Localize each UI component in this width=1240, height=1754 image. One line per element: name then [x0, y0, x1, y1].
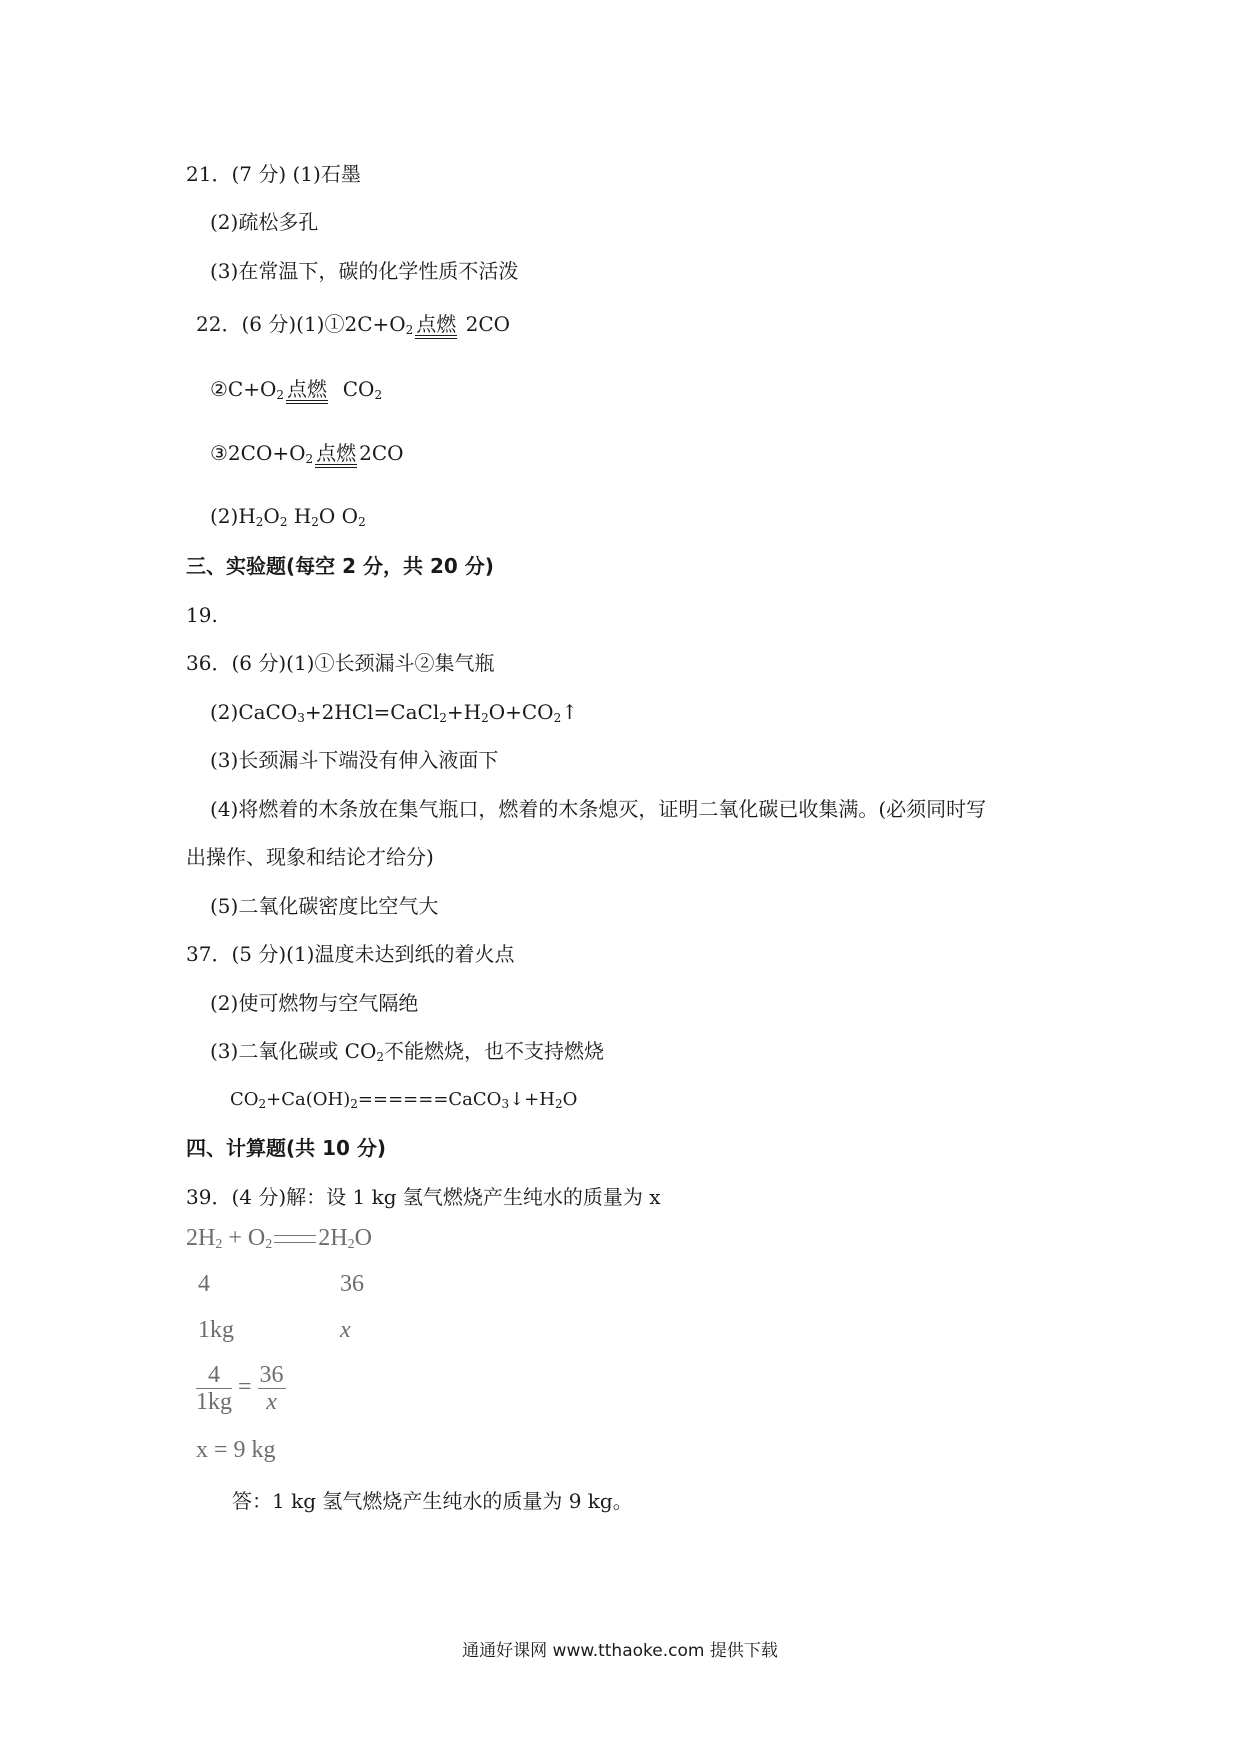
subscript: 3	[297, 711, 305, 725]
q39-mass-h2o: 36	[340, 1271, 364, 1297]
fraction-left	[196, 1362, 232, 1415]
q22-reaction3-reactants: ③2CO+O	[210, 441, 306, 465]
text: O	[562, 1089, 578, 1110]
subscript: 2	[374, 388, 383, 402]
q36-part5: (5)二氧化碳密度比空气大	[210, 894, 439, 918]
subscript: 2	[311, 515, 319, 529]
text: ======CaCO	[357, 1089, 502, 1110]
subscript: 2	[255, 515, 264, 529]
q37-part3	[210, 1038, 604, 1070]
text: O	[354, 1225, 372, 1251]
q39-result: x = 9 kg	[196, 1437, 276, 1463]
q39-equation	[186, 1224, 372, 1259]
q36-heading: 36．(6 分)(1)①长颈漏斗②集气瓶	[186, 651, 495, 675]
subscript: 2	[554, 1097, 563, 1111]
text: 不能燃烧，也不支持燃烧	[384, 1039, 605, 1063]
q21-part3: (3)在常温下，碳的化学性质不活泼	[210, 259, 519, 283]
q22-part2	[210, 503, 366, 535]
subscript: 2	[350, 1097, 358, 1111]
q37-equation	[230, 1087, 577, 1117]
q39-given: 1kg	[198, 1317, 234, 1343]
q21-heading: 21．(7 分) (1)石墨	[186, 162, 361, 186]
subscript: 2	[265, 1237, 273, 1252]
fraction-right	[258, 1362, 286, 1415]
text: + O	[222, 1225, 266, 1251]
subscript: 2	[305, 452, 314, 466]
fraction-denominator: x	[266, 1389, 277, 1415]
subscript: 2	[347, 1237, 355, 1252]
fraction-denominator: 1kg	[196, 1389, 232, 1415]
section3-title: 三、实验题(每空 2 分，共 20 分)	[186, 554, 494, 578]
ignition-condition: 点燃	[415, 313, 457, 339]
subscript: 2	[405, 323, 414, 337]
q39-heading: 39．(4 分)解：设 1 kg 氢气燃烧产生纯水的质量为 x	[186, 1185, 661, 1209]
q39-proportion	[196, 1362, 286, 1415]
q22-heading	[196, 311, 510, 343]
text: 2H	[318, 1225, 348, 1251]
subscript: 2	[276, 388, 285, 402]
subscript: 2	[279, 515, 288, 529]
subscript: 2	[481, 711, 489, 725]
fraction-numerator: 4	[196, 1362, 232, 1389]
subscript: 2	[553, 711, 562, 725]
subscript: 3	[501, 1097, 510, 1111]
text: 2H	[186, 1225, 216, 1251]
text: O O	[318, 504, 359, 528]
q19-label: 19.	[186, 603, 218, 627]
q39-unknown: x	[340, 1317, 351, 1343]
q22-reaction2-reactants: ②C+O	[210, 377, 277, 401]
q36-part2	[210, 699, 578, 731]
text: O+CO	[488, 700, 554, 724]
subscript: 2	[439, 711, 447, 725]
section4-title: 四、计算题(共 10 分)	[186, 1136, 387, 1160]
q22-reaction2-product: CO	[342, 377, 375, 401]
subscript: 2	[358, 515, 366, 529]
ignition-condition: 点燃	[286, 378, 328, 404]
q39-mass-h2: 4	[198, 1271, 210, 1297]
q22-reaction3	[210, 440, 404, 472]
q37-heading: 37．(5 分)(1)温度未达到纸的着火点	[186, 942, 515, 966]
q22-reaction1-product: 2CO	[465, 312, 511, 336]
text: +2HCl=CaCl	[304, 700, 440, 724]
subscript: 2	[376, 1050, 385, 1064]
q37-part2: (2)使可燃物与空气隔绝	[210, 991, 419, 1015]
q21-part2: (2)疏松多孔	[210, 210, 319, 234]
text: (3)二氧化碳或 CO	[210, 1039, 377, 1063]
q36-part3: (3)长颈漏斗下端没有伸入液面下	[210, 748, 499, 772]
q22-reaction2	[210, 376, 382, 408]
text: ↓+H	[509, 1089, 555, 1110]
q22-reaction1-reactants: 22．(6 分)(1)①2C+O	[196, 312, 406, 336]
subscript: 2	[258, 1097, 267, 1111]
equals-sign: =	[238, 1374, 252, 1401]
page-footer: 通通好课网 www.tthaoke.com 提供下载	[462, 1641, 778, 1661]
text: +H	[446, 700, 482, 724]
text: (2)CaCO	[210, 700, 298, 724]
gas-arrow: ↑	[561, 700, 578, 724]
text: CO	[230, 1089, 259, 1110]
text: +Ca(OH)	[266, 1089, 351, 1110]
subscript: 2	[215, 1237, 223, 1252]
q36-part4-line1: (4)将燃着的木条放在集气瓶口，燃着的木条熄灭，证明二氧化碳已收集满。(必须同时写	[210, 797, 987, 821]
equation-bar	[274, 1235, 316, 1243]
text: O	[263, 504, 280, 528]
fraction-numerator: 36	[259, 1362, 284, 1388]
q39-answer: 答：1 kg 氢气燃烧产生纯水的质量为 9 kg。	[232, 1489, 633, 1513]
text: H	[287, 504, 312, 528]
ignition-condition: 点燃	[315, 442, 357, 468]
text: (2)H	[210, 504, 256, 528]
q22-reaction3-product: 2CO	[359, 441, 404, 465]
q36-part4-line2: 出操作、现象和结论才给分)	[186, 845, 434, 869]
